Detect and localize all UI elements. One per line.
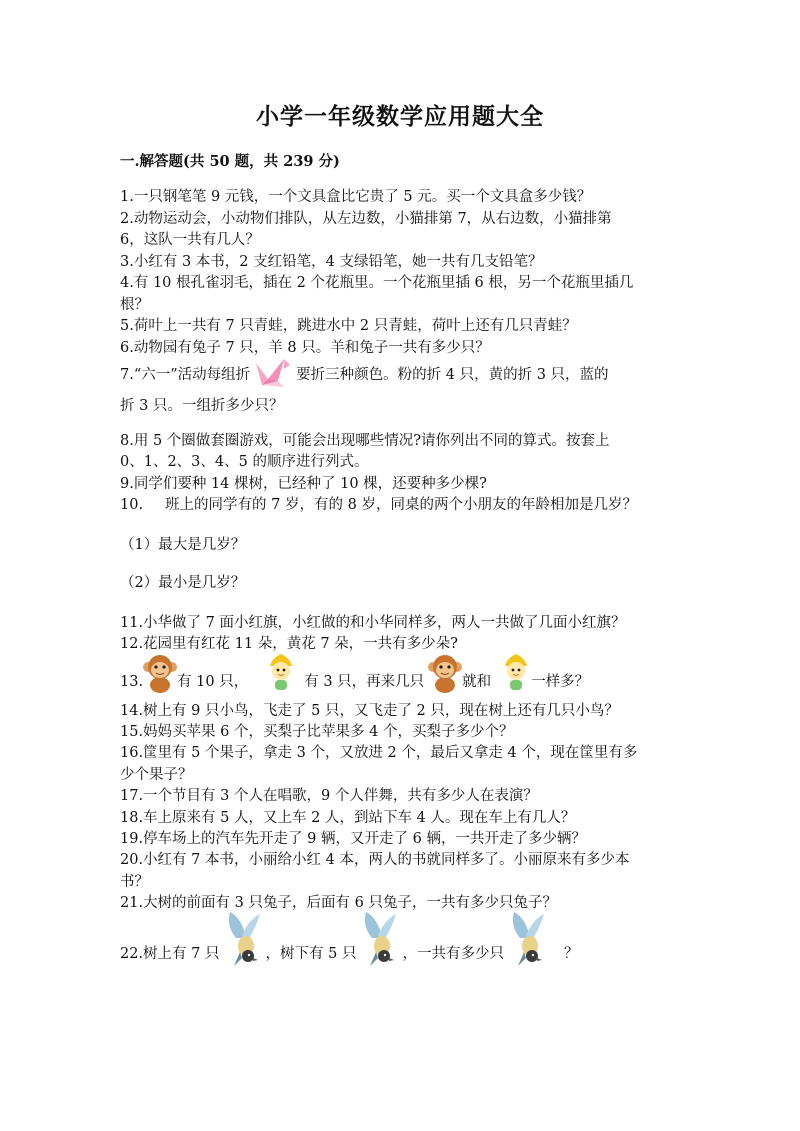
question-6: 6.动物园有兔子 7 只，羊 8 只。羊和兔子一共有多少只？	[120, 340, 490, 356]
question-1: 1.一只钢笔笔 9 元钱，一个文具盒比它贵了 5 元。买一个文具盒多少钱？	[120, 189, 592, 205]
question-3: 3.小红有 3 本书，2 支红铅笔，4 支绿铅笔，她一共有几支铅笔？	[120, 254, 543, 270]
question-2-line-2: 6，这队一共有几人？	[120, 232, 260, 248]
question-13-text-2: 有 3 只，再来几只	[304, 674, 425, 690]
question-19: 19.停车场上的汽车先开走了 9 辆，又开走了 6 辆，一共开走了多少辆？	[120, 831, 586, 847]
question-10	[120, 495, 637, 515]
question-13-text-4: 一样多？	[531, 674, 590, 690]
question-13-text-3: 就和	[462, 674, 492, 690]
bird-icon	[504, 908, 550, 1000]
section-heading: 一.解答题(共 50 题，共 239 分)	[120, 153, 340, 170]
question-13-number: 13.	[120, 674, 144, 690]
question-14: 14.树上有 9 只小鸟，飞走了 5 只，又飞走了 2 只，现在树上还有几只小鸟？	[120, 703, 619, 719]
question-15: 15.妈妈买苹果 6 个，买梨子比苹果多 4 个，买梨子多少个？	[120, 724, 514, 740]
question-22-text-1: 22.树上有 7 只	[120, 946, 220, 962]
question-13-text-1: 有 10 只，	[177, 674, 249, 690]
question-7-text-a: 7.“六一”活动每组折	[120, 367, 251, 383]
question-7-line-1	[120, 355, 609, 395]
question-17: 17.一个节目有 3 个人在唱歌，9 个人伴舞，共有多少人在表演？	[120, 788, 538, 804]
question-4-line-1: 4.有 10 根孔雀羽毛，插在 2 个花瓶里。一个花瓶里插 6 根，另一个花瓶里插几	[120, 275, 634, 291]
question-5: 5.荷叶上一共有 7 只青蛙，跳进水中 2 只青蛙，荷叶上还有几只青蛙？	[120, 318, 577, 334]
question-10-part-2: （2）最小是几岁？	[120, 575, 246, 591]
question-10-text: 班上的同学有的 7 岁，有的 8 岁，同桌的两个小朋友的年龄相加是几岁？	[165, 497, 637, 513]
question-21: 21.大树的前面有 3 只兔子，后面有 6 只兔子，一共有多少只兔子？	[120, 895, 557, 911]
question-22-text-2: ，树下有 5 只	[265, 946, 357, 962]
question-7-text-b: 要折三种颜色。粉的折 4 只，黄的折 3 只，蓝的	[296, 367, 609, 383]
question-16-line-1: 16.筐里有 5 个果子，拿走 3 个，又放进 2 个，最后又拿走 4 个，现在筐里有多	[120, 745, 638, 761]
question-22-text-4: ？	[563, 946, 579, 962]
bird-icon	[356, 908, 402, 1000]
question-10-number: 10.	[120, 497, 144, 513]
question-18: 18.车上原来有 5 人，又上车 2 人，到站下车 4 人。现在车上有几人？	[120, 810, 576, 826]
question-8-line-1: 8.用 5 个圈做套圈游戏，可能会出现哪些情况?请你列出不同的算式。按套上	[120, 433, 610, 449]
question-12: 12.花园里有红花 11 朵，黄花 7 朵，一共有多少朵?	[120, 636, 458, 652]
bird-icon	[220, 908, 266, 1000]
question-22	[120, 908, 578, 972]
question-22-text-3: ，一共有多少只	[402, 946, 504, 962]
page-title: 小学一年级数学应用题大全	[256, 103, 544, 130]
question-16-line-2: 少个果子？	[120, 767, 193, 783]
question-20-line-1: 20.小红有 7 本书，小丽给小红 4 本，两人的书就同样多了。小丽原来有多少本	[120, 852, 630, 868]
question-20-line-2: 书？	[120, 874, 149, 890]
question-2-line-1: 2.动物运动会，小动物们排队，从左边数，小猫排第 7，从右边数，小猫排第	[120, 211, 612, 227]
question-8-line-2: 0、1、2、3、4、5 的顺序进行列式。	[120, 454, 369, 470]
question-13	[120, 652, 589, 696]
question-11: 11.小华做了 7 面小红旗，小红做的和小华同样多，两人一共做了几面小红旗？	[120, 615, 626, 631]
question-7-line-2: 折 3 只。一组折多少只？	[120, 398, 284, 414]
paper-crane-icon	[254, 355, 292, 395]
question-10-part-1: （1）最大是几岁？	[120, 537, 246, 553]
question-4-line-2: 根？	[120, 297, 149, 313]
question-9: 9.同学们要种 14 棵树，已经种了 10 棵，还要种多少棵?	[120, 476, 487, 492]
